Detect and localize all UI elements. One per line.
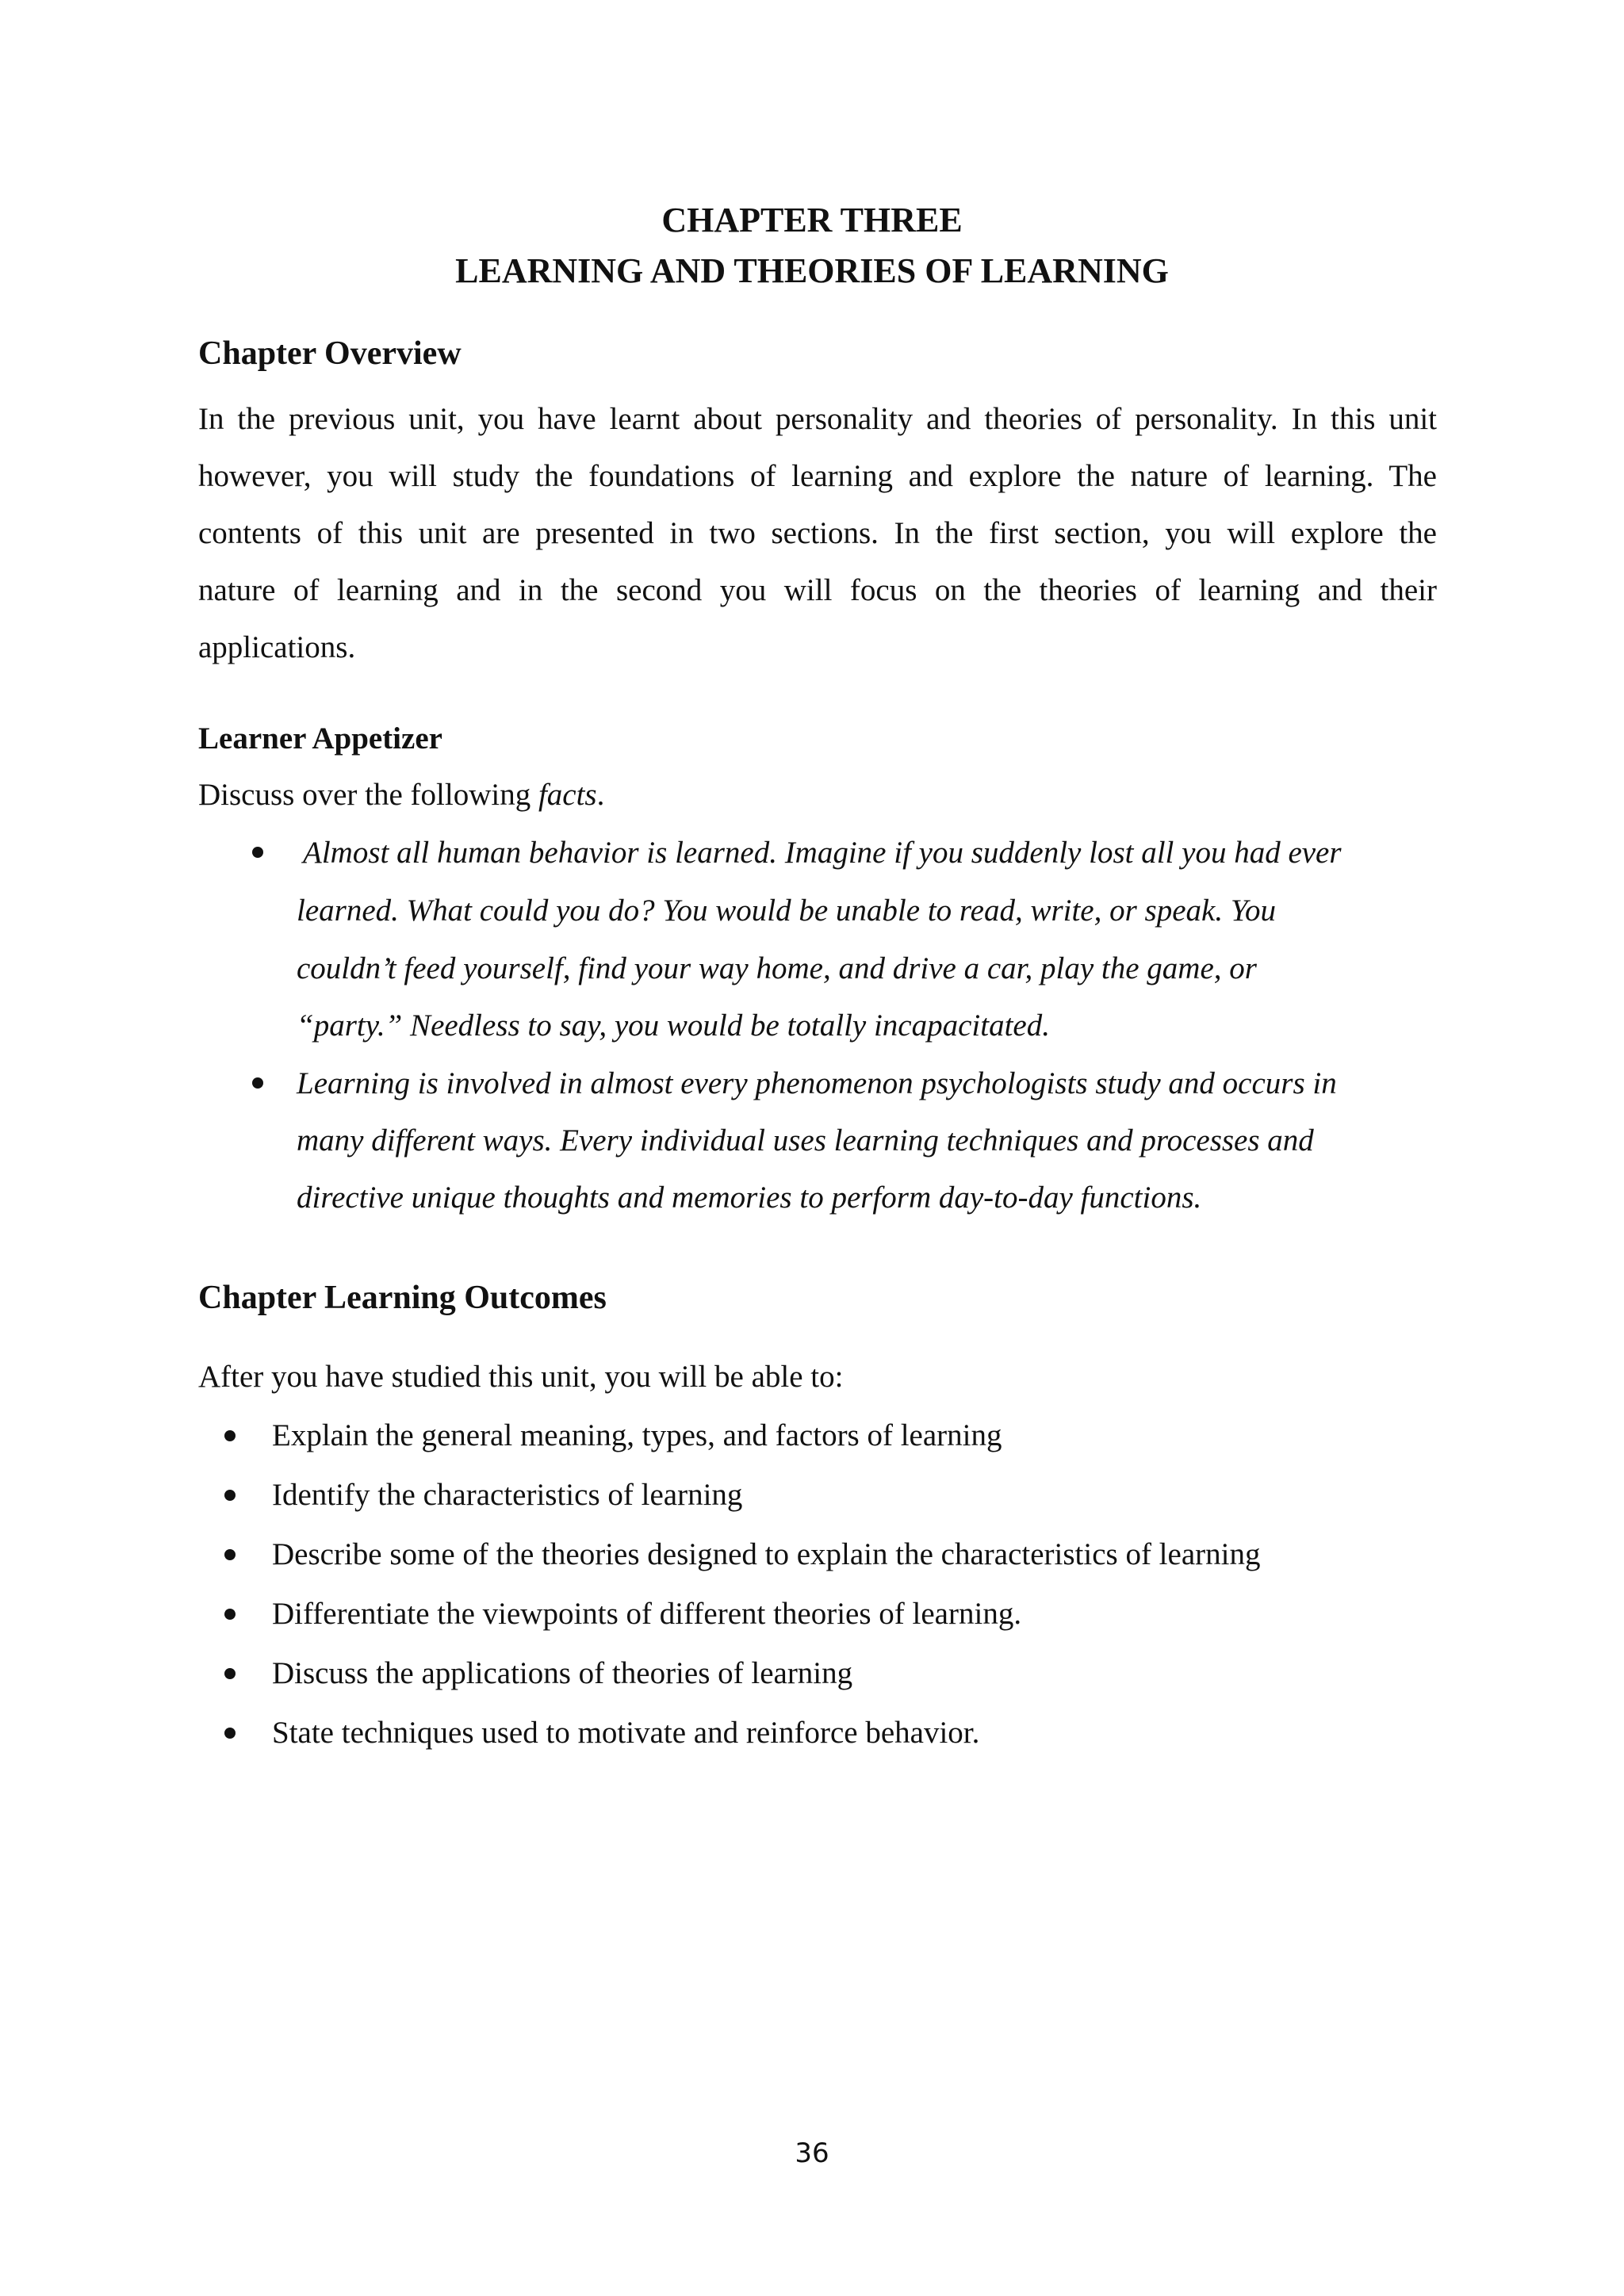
bullet-icon	[224, 1668, 236, 1679]
outcome-item: Identify the characteristics of learning	[272, 1478, 743, 1512]
outcomes-heading: Chapter Learning Outcomes	[198, 1280, 607, 1316]
chapter-title: LEARNING AND THEORIES OF LEARNING	[455, 251, 1169, 290]
appetizer-fact-line: many different ways. Every individual uses learning techniques and processes and	[297, 1123, 1314, 1158]
outcome-item: Describe some of the theories designed to explain the characteristics of learning	[272, 1537, 1261, 1571]
appetizer-heading: Learner Appetizer	[198, 721, 442, 756]
appetizer-intro-text: Discuss over the following	[198, 778, 538, 812]
overview-line: applications.	[198, 630, 356, 664]
bullet-icon	[224, 1490, 236, 1501]
appetizer-fact-line: learned. What could you do? You would be unable to read, write, or speak. You	[297, 894, 1276, 928]
overview-line: nature of learning and in the second you will focus on the theories of learning and their	[198, 573, 1437, 607]
bullet-icon	[224, 1430, 236, 1441]
bullet-icon	[252, 1077, 263, 1089]
appetizer-fact-line: Almost all human behavior is learned. Imagine if you suddenly lost all you had ever	[303, 836, 1342, 870]
appetizer-intro-emphasis: facts	[538, 778, 597, 812]
bullet-icon	[224, 1728, 236, 1739]
appetizer-fact-line: “party.” Needless to say, you would be totally incapacitated.	[297, 1008, 1050, 1043]
appetizer-fact-line: couldn’t feed yourself, find your way home, and drive a car, play the game, or	[297, 951, 1257, 985]
overview-line: In the previous unit, you have learnt about personality and theories of personality. In this unit	[198, 402, 1437, 436]
outcomes-intro: After you have studied this unit, you will be able to:	[198, 1360, 844, 1394]
appetizer-fact-line: directive unique thoughts and memories to perform day-to-day functions.	[297, 1181, 1202, 1215]
outcome-item: State techniques used to motivate and reinforce behavior.	[272, 1716, 980, 1750]
bullet-icon	[224, 1549, 236, 1560]
page-number: 36	[795, 2137, 829, 2169]
overview-line: contents of this unit are presented in two sections. In the first section, you will explore the	[198, 516, 1437, 550]
outcome-item: Differentiate the viewpoints of different theories of learning.	[272, 1597, 1022, 1631]
bullet-icon	[224, 1609, 236, 1620]
appetizer-fact-line: Learning is involved in almost every phenomenon psychologists study and occurs in	[297, 1066, 1337, 1100]
outcome-item: Discuss the applications of theories of learning	[272, 1656, 853, 1690]
overview-heading: Chapter Overview	[198, 335, 462, 372]
appetizer-intro-end: .	[596, 778, 605, 812]
chapter-number-title: CHAPTER THREE	[661, 201, 963, 239]
outcome-item: Explain the general meaning, types, and factors of learning	[272, 1418, 1002, 1452]
overview-line: however, you will study the foundations of learning and explore the nature of learning. The	[198, 459, 1437, 493]
appetizer-intro	[198, 775, 604, 816]
bullet-icon	[252, 847, 263, 858]
